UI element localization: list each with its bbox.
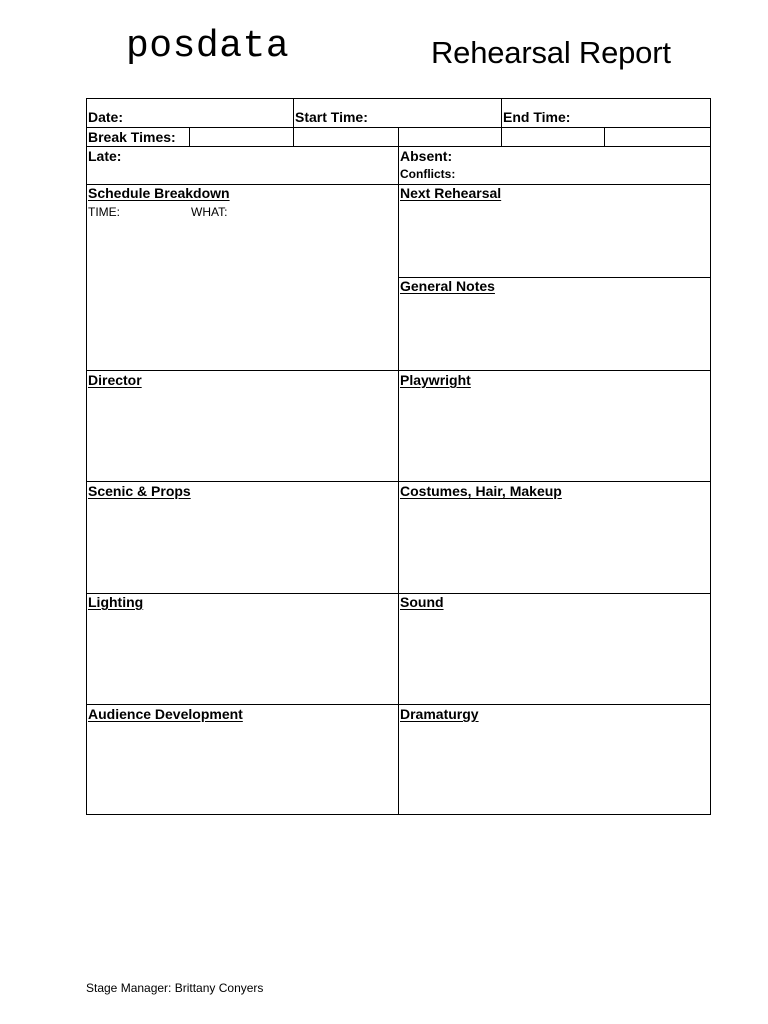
sound-heading: Sound <box>400 594 444 610</box>
costumes-heading: Costumes, Hair, Makeup <box>400 483 562 499</box>
form-border-left <box>86 98 87 815</box>
dramaturgy-heading: Dramaturgy <box>400 706 479 722</box>
audience-development-heading: Audience Development <box>88 706 243 722</box>
col-divider-break-label <box>189 127 190 147</box>
director-heading: Director <box>88 372 142 388</box>
posdata-logo: posdata <box>126 25 290 68</box>
schedule-time-label: TIME: <box>88 205 120 219</box>
break-times-label: Break Times: <box>88 129 176 145</box>
scenic-props-heading: Scenic & Props <box>88 483 191 499</box>
form-border-right <box>710 98 711 815</box>
col-divider-date-start <box>293 98 294 147</box>
next-rehearsal-heading: Next Rehearsal <box>400 185 502 201</box>
start-time-label: Start Time: <box>295 109 368 125</box>
form-border-top <box>86 98 711 99</box>
late-label: Late: <box>88 148 122 164</box>
page-title: Rehearsal Report <box>431 35 671 70</box>
col-divider-center <box>398 146 399 815</box>
lighting-heading: Lighting <box>88 594 144 610</box>
conflicts-label: Conflicts: <box>400 167 456 181</box>
col-divider-break-mid <box>398 127 399 147</box>
playwright-heading: Playwright <box>400 372 471 388</box>
end-time-label: End Time: <box>503 109 571 125</box>
schedule-what-label: WHAT: <box>191 205 228 219</box>
col-divider-start-end <box>501 98 502 147</box>
stage-manager-footer: Stage Manager: Brittany Conyers <box>86 981 264 995</box>
absent-label: Absent: <box>400 148 453 164</box>
rehearsal-report-form <box>86 98 710 815</box>
general-notes-heading: General Notes <box>400 278 495 294</box>
date-label: Date: <box>88 109 124 125</box>
col-divider-break-right <box>604 127 605 147</box>
schedule-breakdown-heading: Schedule Breakdown <box>88 185 230 201</box>
